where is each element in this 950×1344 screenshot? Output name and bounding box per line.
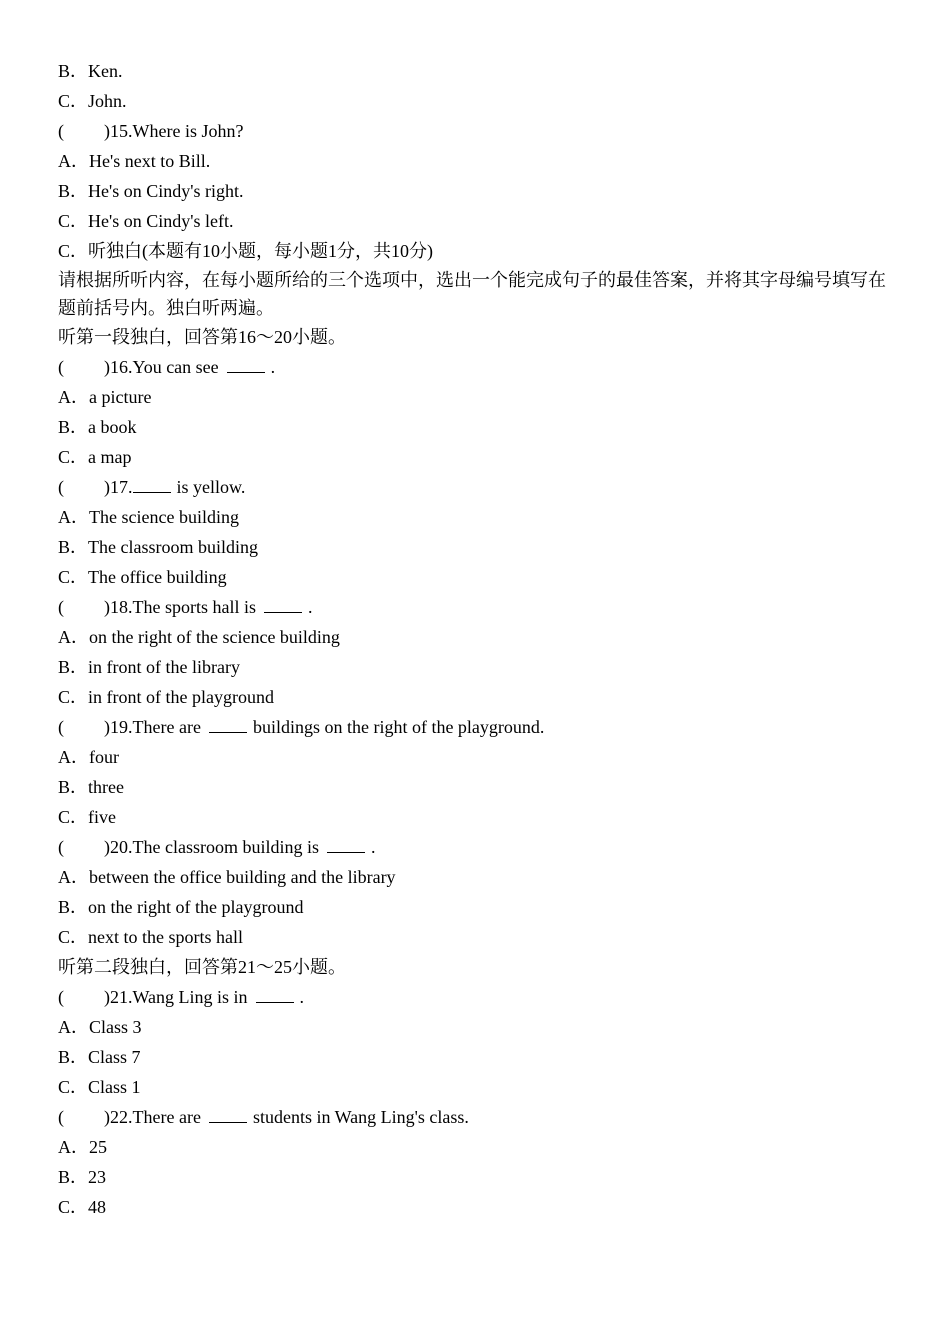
text-line: C．He's on Cindy's left.: [58, 211, 234, 231]
text-line: 听第二段独白，回答第21～25小题。: [58, 957, 346, 977]
question-text: 21.Wang Ling is in: [110, 987, 248, 1007]
answer-paren-open: (: [58, 121, 64, 141]
answer-paren-open: (: [58, 837, 64, 857]
text-line: C．The office building: [58, 567, 227, 587]
text-line: B．The classroom building: [58, 537, 258, 557]
text-line: C．48: [58, 1197, 107, 1217]
question-text-end: is yellow.: [176, 477, 246, 497]
question-text-end: .: [308, 597, 313, 617]
answer-paren-close: ): [104, 837, 110, 857]
question-line: [58, 116, 898, 146]
fill-in-blank[interactable]: [133, 476, 171, 493]
answer-paren-close: ): [104, 717, 110, 737]
question-text-end: students in Wang Ling's class.: [252, 1107, 469, 1127]
text-line: C．next to the sports hall: [58, 927, 243, 947]
text-line: A．Class 3: [58, 1017, 142, 1037]
text-line: B．three: [58, 777, 124, 797]
question-line: [58, 982, 898, 1012]
instruction-paragraph: 请根据所听内容，在每小题所给的三个选项中，选出一个能完成句子的最佳答案，并将其字母编号填写在题前括号内。独白听两遍。: [58, 270, 886, 318]
text-line: C．John.: [58, 91, 127, 111]
question-text: 15.Where is John?: [110, 121, 244, 141]
question-line: [58, 1102, 898, 1132]
question-text-end: buildings on the right of the playground.: [252, 717, 545, 737]
text-line: 听第一段独白，回答第16～20小题。: [58, 327, 346, 347]
text-line: C．听独白(本题有10小题，每小题1分，共10分): [58, 241, 433, 261]
answer-paren-close: ): [104, 357, 110, 377]
answer-paren-close: ): [104, 121, 110, 141]
answer-paren-open: (: [58, 357, 64, 377]
fill-in-blank[interactable]: [209, 716, 247, 733]
text-line: B．Class 7: [58, 1047, 141, 1067]
question-text: 22.There are: [110, 1107, 201, 1127]
answer-paren-open: (: [58, 597, 64, 617]
text-line: A．on the right of the science building: [58, 627, 340, 647]
answer-paren-close: ): [104, 477, 110, 497]
text-line: A．four: [58, 747, 119, 767]
answer-paren-open: (: [58, 987, 64, 1007]
text-line: C．Class 1: [58, 1077, 141, 1097]
answer-paren-close: ): [104, 987, 110, 1007]
text-line: C．a map: [58, 447, 132, 467]
text-line: A．25: [58, 1137, 107, 1157]
document-page: [58, 56, 898, 1222]
text-line: A．The science building: [58, 507, 239, 527]
question-text: 20.The classroom building is: [110, 837, 319, 857]
text-line: A．between the office building and the library: [58, 867, 396, 887]
question-text: 17.: [110, 477, 133, 497]
question-text-end: .: [370, 837, 376, 857]
question-line: [58, 472, 898, 502]
question-line: [58, 592, 898, 622]
answer-paren-open: (: [58, 717, 64, 737]
question-text-end: .: [299, 987, 305, 1007]
answer-paren-close: ): [104, 597, 110, 617]
question-text: 16.You can see: [110, 357, 219, 377]
answer-paren-close: ): [104, 1107, 110, 1127]
question-text: 18.The sports hall is: [110, 597, 256, 617]
text-line: B．Ken.: [58, 61, 123, 81]
question-line: [58, 712, 898, 742]
fill-in-blank[interactable]: [327, 836, 365, 853]
question-text: 19.There are: [110, 717, 201, 737]
question-line: [58, 832, 898, 862]
text-line: B．on the right of the playground: [58, 897, 304, 917]
text-line: C．five: [58, 807, 116, 827]
question-text-end: .: [270, 357, 276, 377]
fill-in-blank[interactable]: [256, 986, 294, 1003]
question-line: [58, 352, 898, 382]
answer-paren-open: (: [58, 1107, 64, 1127]
answer-paren-open: (: [58, 477, 64, 497]
text-line: B．He's on Cindy's right.: [58, 181, 244, 201]
fill-in-blank[interactable]: [227, 356, 265, 373]
text-line: B．a book: [58, 417, 137, 437]
fill-in-blank[interactable]: [264, 596, 302, 613]
text-line: B．in front of the library: [58, 657, 240, 677]
text-line: A．a picture: [58, 387, 152, 407]
text-line: A．He's next to Bill.: [58, 151, 211, 171]
text-line: B．23: [58, 1167, 107, 1187]
text-line: C．in front of the playground: [58, 687, 274, 707]
fill-in-blank[interactable]: [209, 1106, 247, 1123]
